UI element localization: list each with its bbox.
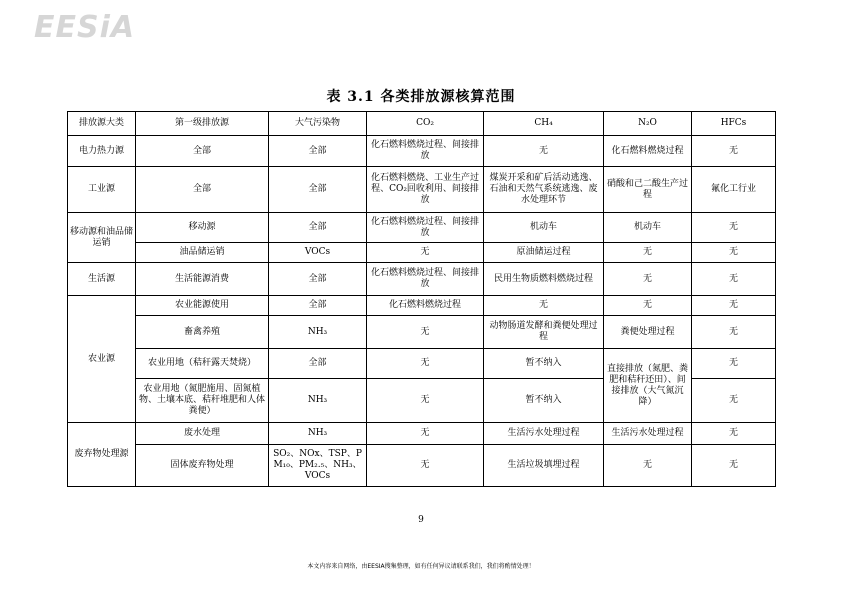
table-cell: 全部 <box>136 167 269 213</box>
table-header-row <box>68 112 776 136</box>
table-cell: 生活污水处理过程 <box>484 423 604 445</box>
table-cell: VOCs <box>269 243 367 263</box>
table-cell: 无 <box>604 263 692 296</box>
table-cell: 化石燃料燃烧、工业生产过程、CO₂回收利用、间接排放 <box>367 167 484 213</box>
table-cell: 无 <box>692 263 776 296</box>
table-cell: 化石燃料燃烧过程、间接排放 <box>367 263 484 296</box>
category-cell: 废弃物处理源 <box>68 423 136 487</box>
table-cell: 农业用地（秸秆露天焚烧） <box>136 349 269 379</box>
table-cell: 农业用地（氮肥施用、固氮植物、土壤本底、秸秆堆肥和人体粪便） <box>136 379 269 423</box>
table-cell: 无 <box>484 296 604 316</box>
table-title: 表 3.1 各类排放源核算范围 <box>326 89 516 105</box>
table-cell: 民用生物质燃料燃烧过程 <box>484 263 604 296</box>
table-cell: 畜禽养殖 <box>136 316 269 349</box>
table-cell: 无 <box>367 445 484 487</box>
table-cell: 全部 <box>269 167 367 213</box>
table-cell: 无 <box>692 379 776 423</box>
header-first-level-source: 第一级排放源 <box>136 112 269 136</box>
table-cell: 直接排放（氮肥、粪肥和秸秆还田）、间接排放（大气氮沉降） <box>604 349 692 423</box>
category-cell: 电力热力源 <box>68 136 136 167</box>
table-cell: 全部 <box>269 136 367 167</box>
table-cell: 无 <box>604 243 692 263</box>
table-cell: 无 <box>604 296 692 316</box>
table-cell: 无 <box>367 349 484 379</box>
header-hfcs: HFCs <box>692 112 776 136</box>
table-cell: 硝酸和己二酸生产过程 <box>604 167 692 213</box>
table-cell: 农业能源使用 <box>136 296 269 316</box>
table-cell: 无 <box>367 423 484 445</box>
table-cell: 废水处理 <box>136 423 269 445</box>
table-cell: 化石燃料燃烧过程、间接排放 <box>367 136 484 167</box>
table-cell: 动物肠道发酵和粪便处理过程 <box>484 316 604 349</box>
table-cell: 煤炭开采和矿后活动逃逸、石油和天然气系统逃逸、废水处理环节 <box>484 167 604 213</box>
header-ch4: CH₄ <box>484 112 604 136</box>
table-cell: 粪便处理过程 <box>604 316 692 349</box>
table-cell: 全部 <box>269 263 367 296</box>
table-cell: 机动车 <box>484 213 604 243</box>
table-row <box>68 445 776 487</box>
table-cell: 无 <box>692 136 776 167</box>
table-row <box>68 316 776 349</box>
table-cell: 无 <box>367 316 484 349</box>
table-cell: 无 <box>604 445 692 487</box>
table-cell: 全部 <box>269 296 367 316</box>
category-cell: 农业源 <box>68 296 136 423</box>
table-cell: 生活垃圾填埋过程 <box>484 445 604 487</box>
table-cell: 无 <box>367 243 484 263</box>
table-row <box>68 423 776 445</box>
table-cell: 无 <box>692 349 776 379</box>
header-air-pollutants: 大气污染物 <box>269 112 367 136</box>
table-row <box>68 136 776 167</box>
table-cell: 原油储运过程 <box>484 243 604 263</box>
table-row <box>68 263 776 296</box>
table-cell: 全部 <box>269 213 367 243</box>
table-cell: 无 <box>692 296 776 316</box>
table-cell: 移动源 <box>136 213 269 243</box>
table-cell: 生活污水处理过程 <box>604 423 692 445</box>
header-source-category: 排放源大类 <box>68 112 136 136</box>
category-cell: 移动源和油品储运销 <box>68 213 136 263</box>
table-cell: 无 <box>692 243 776 263</box>
category-cell: 生活源 <box>68 263 136 296</box>
table-cell: 油品储运销 <box>136 243 269 263</box>
table-cell: 氟化工行业 <box>692 167 776 213</box>
table-cell: 无 <box>692 445 776 487</box>
table-cell: NH₃ <box>269 316 367 349</box>
header-n2o: N₂O <box>604 112 692 136</box>
table-cell: 暂不纳入 <box>484 379 604 423</box>
table-cell: 无 <box>692 213 776 243</box>
table-cell: 无 <box>692 316 776 349</box>
category-cell: 工业源 <box>68 167 136 213</box>
emission-source-table <box>67 111 776 487</box>
table-row <box>68 167 776 213</box>
table-cell: 无 <box>367 379 484 423</box>
table-cell: 全部 <box>269 349 367 379</box>
table-cell: 全部 <box>136 136 269 167</box>
table-row <box>68 213 776 243</box>
table-cell: 化石燃料燃烧过程 <box>604 136 692 167</box>
table-cell: 固体废弃物处理 <box>136 445 269 487</box>
page-number: 9 <box>418 515 424 525</box>
table-row <box>68 243 776 263</box>
header-co2: CO₂ <box>367 112 484 136</box>
table-cell: NH₃ <box>269 379 367 423</box>
footer-disclaimer: 本文内容来自网络，由EESIA搜集整理，如有任何异议请联系我们，我们将酌情处理！ <box>307 563 535 570</box>
table-cell: 无 <box>692 423 776 445</box>
table-cell: NH₃ <box>269 423 367 445</box>
table-row <box>68 349 776 379</box>
table-cell: 生活能源消费 <box>136 263 269 296</box>
table-cell: 化石燃料燃烧过程 <box>367 296 484 316</box>
eesia-logo: EESiA <box>34 10 136 45</box>
table-cell: 暂不纳入 <box>484 349 604 379</box>
table-cell: 无 <box>484 136 604 167</box>
table-row <box>68 296 776 316</box>
table-cell: SO₂、NOx、TSP、PM₁₀、PM₂.₅、NH₃、VOCs <box>269 445 367 487</box>
table-cell: 机动车 <box>604 213 692 243</box>
table-cell: 化石燃料燃烧过程、间接排放 <box>367 213 484 243</box>
